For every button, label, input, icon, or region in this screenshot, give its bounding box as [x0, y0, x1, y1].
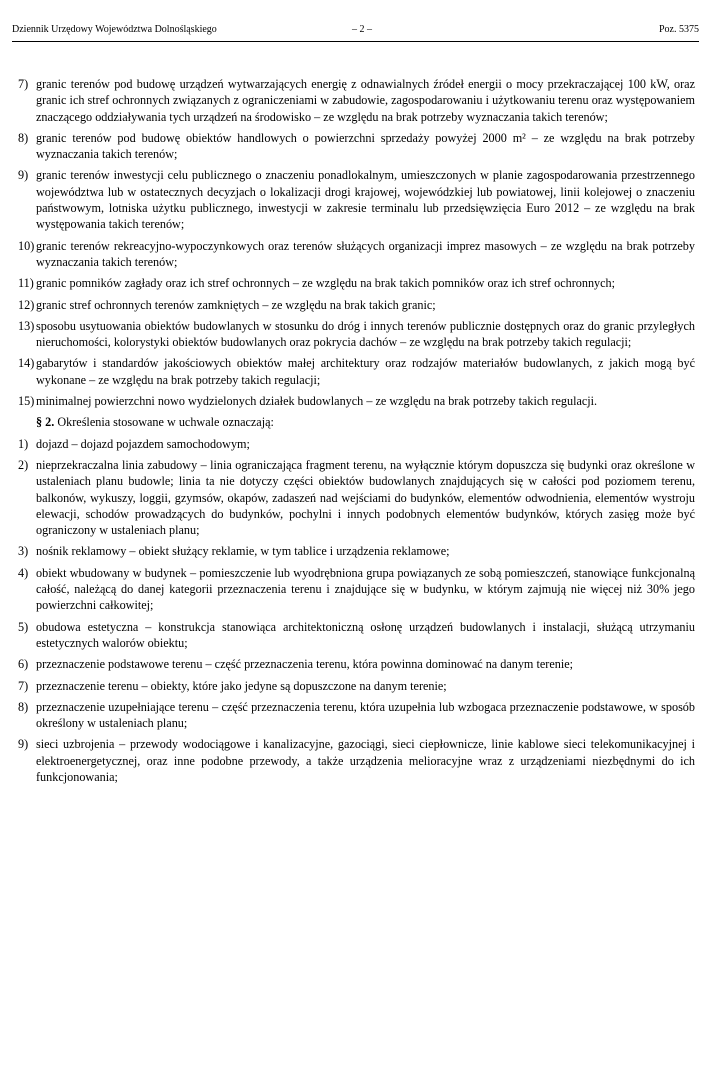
list-item-text: obiekt wbudowany w budynek – pomieszczenie lub wyodrębniona grupa powiązanych ze sobą pomieszczeń, stanowiące funkcjonalną całość, należącą do danej kategorii przeznaczenia terenu i znajdujące się w budynku, w którym zajmują nie więcej niż 30% jego powierzchni całkowitej; [36, 565, 695, 613]
section-text: Określenia stosowane w uchwale oznaczają: [57, 415, 274, 430]
header-rule [12, 41, 699, 42]
list-item [18, 678, 695, 694]
list-item [18, 736, 695, 785]
list-item-number: 10) [18, 238, 35, 253]
list-item-number: 9) [18, 737, 29, 752]
list-item-text: granic terenów pod budowę obiektów handlowych o powierzchni sprzedaży powyżej 2000 m² – ze względu na brak potrzeby wyznaczania takich terenów; [36, 130, 695, 162]
list-item-number: 7) [18, 77, 29, 91]
list-item-number: 6) [18, 657, 29, 672]
list-item [18, 565, 695, 614]
list-item [18, 355, 695, 388]
list-item-text: przeznaczenie uzupełniające terenu – część przeznaczenia terenu, która uzupełnia lub wzbogaca przeznaczenie podstawowe, w sposób określony w ustaleniach planu; [36, 699, 695, 731]
list-item-number: 4) [18, 565, 29, 580]
list-item-number: 3) [18, 544, 29, 559]
list-item-text: dojazd – dojazd pojazdem samochodowym; [36, 436, 250, 451]
list-item-text: obudowa estetyczna – konstrukcja stanowiąca architektoniczną osłonę urządzeń budowlanych i instalacji, służącą utrzymaniu estetycznych walorów obiektu; [36, 619, 695, 650]
list-item-text: granic pomników zagłady oraz ich stref ochronnych – ze względu na brak takich pomników oraz ich stref ochronnych; [36, 276, 616, 291]
list-item-number: 1) [18, 436, 29, 451]
list-item [18, 699, 695, 732]
list-item-text: sieci uzbrojenia – przewody wodociągowe i kanalizacyjne, gazociągi, sieci ciepłownicze, linie kablowe sieci telekomunikacyjnej i elektroenergetycznej, oraz inne podobne przewody, a także urządzenia melioracyjne wraz z urządzeniami niezbędnymi do ich funkcjonowania; [36, 737, 695, 784]
list-item-number: 9) [18, 168, 29, 183]
list-item-text: granic terenów inwestycji celu publicznego o znaczeniu ponadlokalnym, umieszczonych w planie zagospodarowania przestrzennego województwa lub w ostatecznych decyzjach o lokalizacji drogi krajowej, wojewódzkiej lub powiatowej, linii kolejowej o znaczeniu państwowym, lotniska użytku publicznego, inwestycji w zakresie terminalu lub przedsięwzięcia Euro 2012 – ze względu na brak występowania takich terenów; [36, 168, 695, 232]
list-item [18, 297, 695, 313]
list-item [18, 619, 695, 652]
list-item [18, 393, 695, 409]
list-item-text: gabarytów i standardów jakościowych obiektów małej architektury oraz rodzajów materiałów budowlanych, z jakich mogą być wykonane – ze względu na brak potrzeby takich regulacji; [36, 356, 695, 387]
list-item-text: nośnik reklamowy – obiekt służący reklamie, w tym tablice i urządzenia reklamowe; [36, 544, 450, 559]
definitions-list [18, 436, 695, 786]
list-item-number: 14) [18, 356, 35, 371]
list-item-number: 12) [18, 297, 35, 312]
section-symbol: § 2. [36, 415, 55, 430]
list-item-text: przeznaczenie terenu – obiekty, które jako jedyne są dopuszczone na danym terenie; [36, 678, 447, 693]
list-item-text: granic terenów pod budowę urządzeń wytwarzających energię z odnawialnych źródeł energii o mocy przekraczającej 100 kW, oraz granic ich stref ochronnych związanych z ograniczeniami w zabudowie, zagospodarowaniu i użytkowaniu terenu oraz występowaniem znaczącego oddziaływania tych urządzeń na środowisko – ze względu na brak potrzeby wyznaczania takich terenów; [36, 77, 695, 124]
journal-title: Dziennik Urzędowy Województwa Dolnośląskiego [12, 24, 217, 35]
position-number: Poz. 5375 [659, 24, 699, 35]
list-item [18, 457, 695, 538]
list-item [18, 318, 695, 351]
list-item [18, 543, 695, 559]
list-item-text: granic stref ochronnych terenów zamkniętych – ze względu na brak takich granic; [36, 297, 436, 312]
list-item-text: granic terenów rekreacyjno-wypoczynkowych oraz terenów służących organizacji imprez masowych – ze względu na brak potrzeby wyznaczania takich terenów; [36, 238, 695, 269]
list-item-number: 8) [18, 130, 29, 145]
list-item-number: 5) [18, 619, 29, 634]
list-item-number: 7) [18, 678, 29, 693]
exclusions-list [18, 76, 695, 409]
list-item [18, 275, 695, 291]
list-item-number: 11) [18, 276, 34, 291]
list-item [18, 76, 695, 125]
section-heading [18, 414, 695, 430]
document-body [18, 76, 695, 790]
list-item-text: przeznaczenie podstawowe terenu – część przeznaczenia terenu, która powinna dominować na danym terenie; [36, 657, 573, 672]
list-item-number: 13) [18, 318, 35, 333]
list-item [18, 656, 695, 672]
page-header [12, 24, 699, 38]
list-item-text: minimalnej powierzchni nowo wydzielonych działek budowlanych – ze względu na brak potrzeby takich regulacji. [36, 394, 598, 409]
list-item [18, 130, 695, 163]
list-item-number: 2) [18, 457, 29, 472]
list-item-number: 8) [18, 699, 29, 714]
list-item-text: nieprzekraczalna linia zabudowy – linia ograniczająca fragment terenu, na wyłącznie którym dopuszcza się budynki oraz określone w ustaleniach planu budowle; linia ta nie dotyczy części obiektów budowlanych znajdujących się w całości pod poziomem terenu, balkonów, wykuszy, loggii, gzymsów, okapów, zadaszeń nad wejściami do budynków, elementów odwodnienia, elementów wystroju elewacji, schodów prowadzących do budynków, pochylni i innych podobnych elementów budynków, których zasięg może być ograniczony w ustaleniach planu; [36, 457, 695, 538]
list-item-text: sposobu usytuowania obiektów budowlanych w stosunku do dróg i innych terenów publicznie dostępnych oraz do granic przyległych nieruchomości, kolorystyki obiektów budowlanych oraz pokrycia dachów – ze względu na brak potrzeby takich regulacji; [36, 318, 695, 350]
list-item [18, 238, 695, 271]
list-item [18, 436, 695, 452]
list-item [18, 167, 695, 232]
list-item-number: 15) [18, 394, 35, 409]
page-number: – 2 – [352, 24, 372, 35]
